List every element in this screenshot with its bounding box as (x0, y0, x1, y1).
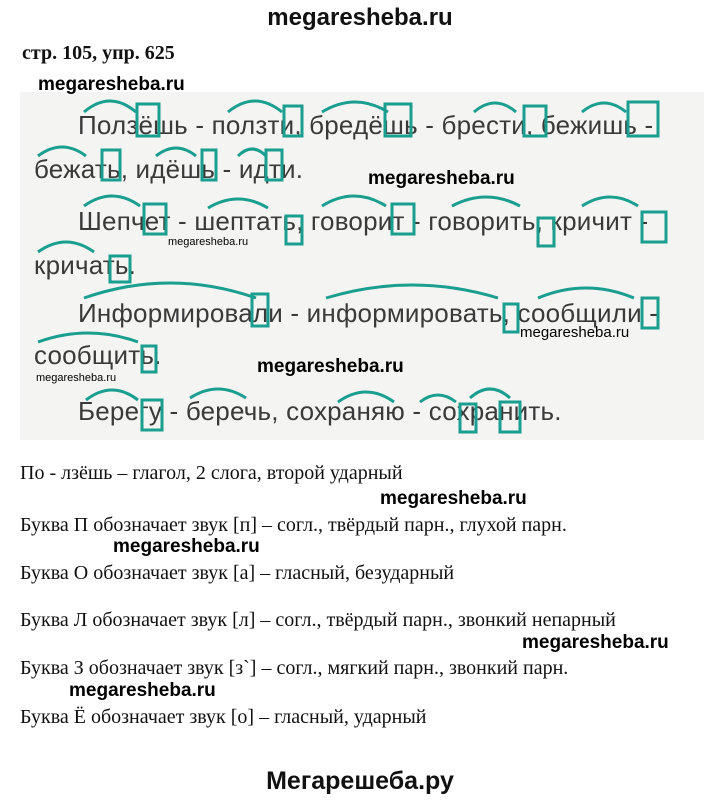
ending-box-mark (142, 400, 162, 430)
root-arc-mark (84, 196, 140, 206)
ending-box-mark (284, 106, 302, 136)
watermark: megaresheba.ru (257, 356, 404, 377)
ending-box-mark (524, 106, 546, 136)
analysis-line: Буква Ё обозначает звук [о] – гласный, ударный (20, 706, 427, 728)
root-arc-mark (156, 148, 196, 156)
watermark: megaresheba.ru (38, 74, 185, 95)
analysis-line: Буква З обозначает звук [з`] – согл., мягкий парн., звонкий парн. (20, 657, 569, 679)
root-arc-mark (84, 101, 136, 112)
ending-box-mark (266, 150, 282, 180)
root-arc-mark (474, 103, 516, 112)
root-arc-mark (38, 147, 86, 156)
ending-box-mark (642, 212, 666, 242)
root-arc-mark (228, 101, 282, 112)
ending-box-mark (392, 204, 414, 234)
root-arc-mark (38, 242, 94, 252)
analysis-line: Буква О обозначает звук [а] – гласный, безударный (20, 562, 455, 584)
root-arc-mark (420, 395, 456, 402)
root-arc-mark (582, 103, 626, 112)
exercise-line: бежать, идёшь - идти. (34, 154, 304, 184)
ending-box-mark (504, 304, 518, 332)
watermark: megaresheba.ru (69, 680, 216, 701)
root-arc-mark (338, 392, 394, 402)
ending-box-mark (642, 298, 658, 328)
root-arc-mark (86, 390, 138, 400)
site-title: megaresheba.ru (267, 4, 453, 31)
watermark: megaresheba.ru (520, 324, 630, 341)
watermark: megaresheba.ru (522, 632, 669, 653)
watermark: megaresheba.ru (36, 372, 117, 384)
exercise-line: сообщить. (34, 340, 162, 370)
root-arc-mark (38, 333, 138, 342)
root-arc-mark (322, 196, 386, 206)
exercise-reference: стр. 105, упр. 625 (22, 42, 175, 64)
watermark: megaresheba.ru (380, 488, 527, 509)
analysis-line: Буква П обозначает звук [п] – согл., твёрдый парн., глухой парн. (20, 514, 567, 536)
watermark: megaresheba.ru (168, 236, 249, 248)
ending-box-mark (500, 402, 520, 432)
exercise-line: Ползёшь - ползти, бредёшь - брести, бежишь - (78, 110, 654, 140)
analysis-line: Буква Л обозначает звук [л] – согл., твёрдый парн., звонкий непарный (20, 609, 616, 631)
root-arc-mark (208, 199, 268, 208)
ending-box-mark (137, 104, 159, 136)
analysis-line: По - лзёшь – глагол, 2 слога, второй ударный (20, 462, 403, 484)
ending-box-mark (110, 256, 130, 282)
exercise-line: Информировали - информировать, сообщили - (78, 298, 659, 328)
root-arc-mark (326, 285, 498, 298)
ending-box-mark (538, 218, 554, 246)
ending-box-mark (628, 102, 658, 136)
ending-box-mark (385, 104, 411, 136)
root-arc-mark (538, 288, 634, 298)
root-arc-mark (84, 283, 256, 298)
root-arc-mark (238, 149, 266, 156)
ending-box-mark (142, 346, 156, 372)
watermark: megaresheba.ru (368, 168, 515, 189)
site-footer: Мегарешеба.ру (266, 767, 454, 795)
ending-box-mark (460, 404, 476, 432)
exercise-line: Шепчет - шептать, говорит - говорить, кричит - (78, 206, 649, 236)
ending-box-mark (286, 216, 302, 244)
ending-box-mark (202, 150, 216, 180)
root-arc-mark (452, 197, 520, 206)
root-arc-mark (470, 389, 510, 398)
root-arc-mark (582, 197, 638, 206)
root-arc-mark (190, 389, 246, 398)
exercise-line: кричать. (34, 250, 137, 280)
exercise-line: Берегу - беречь, сохраняю - сохранить. (78, 396, 562, 426)
ending-box-mark (102, 150, 120, 180)
ending-box-mark (144, 204, 166, 234)
root-arc-mark (322, 102, 388, 112)
watermark: megaresheba.ru (113, 536, 260, 557)
